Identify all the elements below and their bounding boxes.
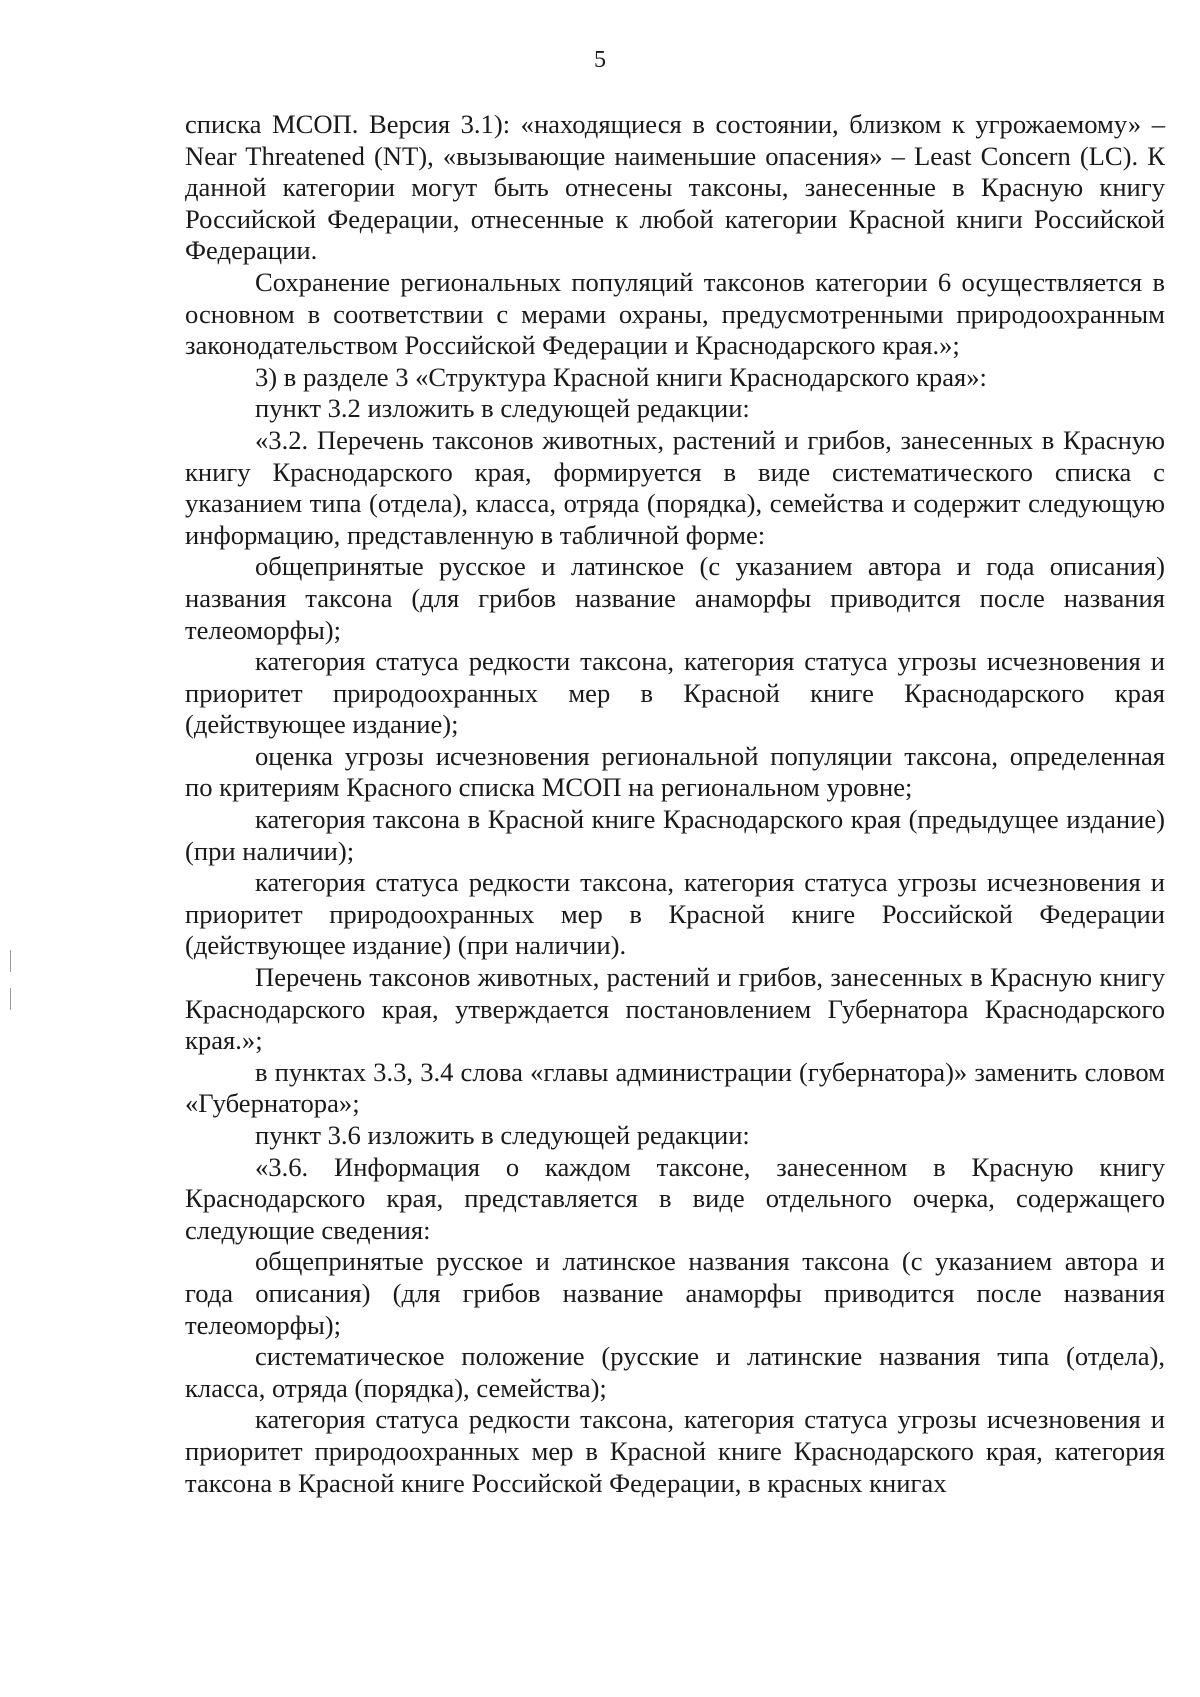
paragraph-10: категория статуса редкости таксона, категория статуса угрозы исчезновения и приоритет природоохранных мер в Красной книге Российской Федерации (действующее издание) (при наличии). <box>185 867 1165 961</box>
paragraph-12: в пунктах 3.3, 3.4 слова «главы администрации (губернатора)» заменить словом «Губернатора»; <box>185 1056 1165 1119</box>
document-body <box>185 109 1165 1499</box>
paragraph-16: систематическое положение (русские и латинские названия типа (отдела), класса, отряда (порядка), семейства); <box>185 1341 1165 1403</box>
page-number: 5 <box>594 47 606 73</box>
paragraph-11: Перечень таксонов животных, растений и грибов, занесенных в Красную книгу Краснодарского края, утверждается постановлением Губернатора Краснодарского края.»; <box>185 962 1165 1056</box>
paragraph-4: пункт 3.2 изложить в следующей редакции: <box>255 393 750 424</box>
paragraph-8: оценка угрозы исчезновения региональной популяции таксона, определенная по критериям Красного списка МСОП на региональном уровне; <box>185 740 1165 803</box>
paragraph-15: общепринятые русское и латинское названия таксона (с указанием автора и года описания) (для грибов название анаморфы приводится после названия телеоморфы); <box>185 1246 1165 1340</box>
paragraph-14: «3.6. Информация о каждом таксоне, занесенном в Красную книгу Краснодарского края, представляется в виде отдельного очерка, содержащего следующие сведения: <box>185 1151 1165 1245</box>
scan-margin-mark <box>10 988 11 1010</box>
paragraph-17: категория статуса редкости таксона, категория статуса угрозы исчезновения и приоритет природоохранных мер в Красной книге Краснодарского края, категория таксона в Красной книге Российской Федерации, в красных книгах <box>185 1404 1165 1498</box>
paragraph-7: категория статуса редкости таксона, категория статуса угрозы исчезновения и приоритет природоохранных мер в Красной книге Краснодарского края (действующее издание); <box>185 646 1165 740</box>
paragraph-2: Сохранение региональных популяций таксонов категории 6 осуществляется в основном в соответствии с мерами охраны, предусмотренными природоохранным законодательством Российской Федерации и Краснодарского края.»; <box>185 266 1165 361</box>
paragraph-9: категория таксона в Красной книге Краснодарского края (предыдущее издание) (при наличии); <box>185 804 1165 866</box>
paragraph-5: «3.2. Перечень таксонов животных, растений и грибов, занесенных в Красную книгу Краснодарского края, формируется в виде систематического списка с указанием типа (отдела), класса, отряда (порядка), семейства и содержит следующую информацию, представленную в табличной форме: <box>185 424 1165 550</box>
scan-margin-mark <box>10 950 11 972</box>
paragraph-3: 3) в разделе 3 «Структура Красной книги Краснодарского края»: <box>255 361 987 392</box>
paragraph-1: списка МСОП. Версия 3.1): «находящиеся в состоянии, близком к угрожаемому» – Near Threatened (NT), «вызывающие наименьшие опасения» – Least Concern (LC). К данной категории могут быть отнесены таксоны, занесенные в Красную книгу Российской Федерации, отнесенные к любой категории Красной книги Российской Федерации. <box>185 109 1165 266</box>
paragraph-6: общепринятые русское и латинское (с указанием автора и года описания) названия таксона (для грибов название анаморфы приводится после названия телеоморфы); <box>185 551 1165 645</box>
paragraph-13: пункт 3.6 изложить в следующей редакции: <box>255 1120 750 1150</box>
